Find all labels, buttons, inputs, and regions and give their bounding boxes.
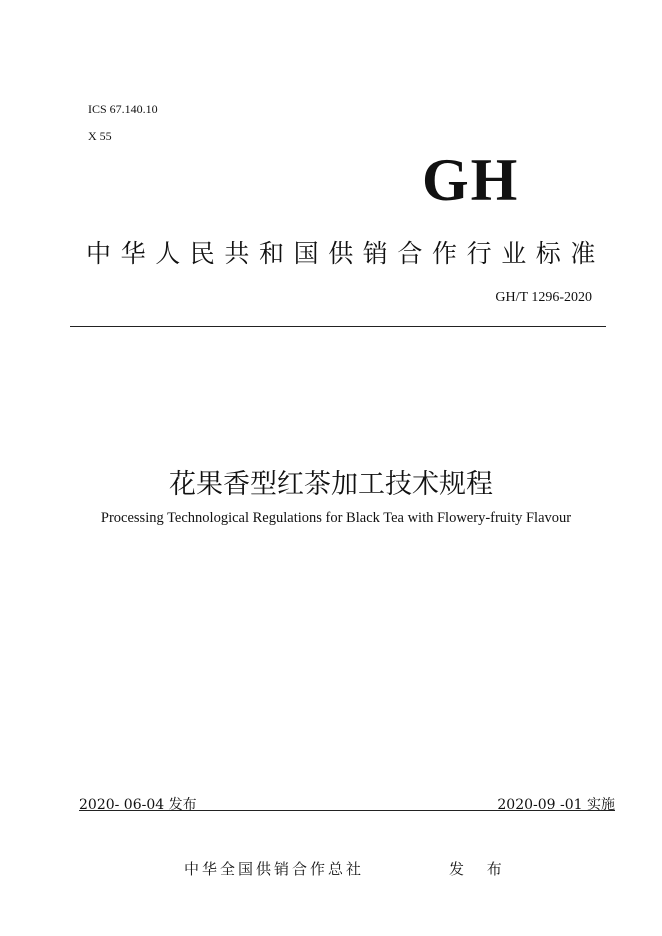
footer-divider <box>79 810 615 811</box>
document-title-chinese: 花果香型红茶加工技术规程 <box>169 469 493 500</box>
publish-date: 2020- 06-04 发布 <box>79 797 197 813</box>
header-divider <box>70 326 606 327</box>
classification-code: X 55 <box>88 129 112 143</box>
organization-line: 中华人民共和国供销合作行业标准 <box>86 239 606 268</box>
document-title-english: Processing Technological Regulations for Black Tea with Flowery-fruity Flavour <box>100 510 572 526</box>
issue-label: 发 布 <box>449 860 511 878</box>
standard-mark-logo: GH <box>422 147 520 213</box>
implement-date: 2020-09 -01 实施 <box>497 797 615 813</box>
ics-code: ICS 67.140.10 <box>88 102 158 116</box>
issuing-organization: 中华全国供销合作总社 <box>184 860 365 878</box>
standard-code: GH/T 1296-2020 <box>495 290 592 305</box>
